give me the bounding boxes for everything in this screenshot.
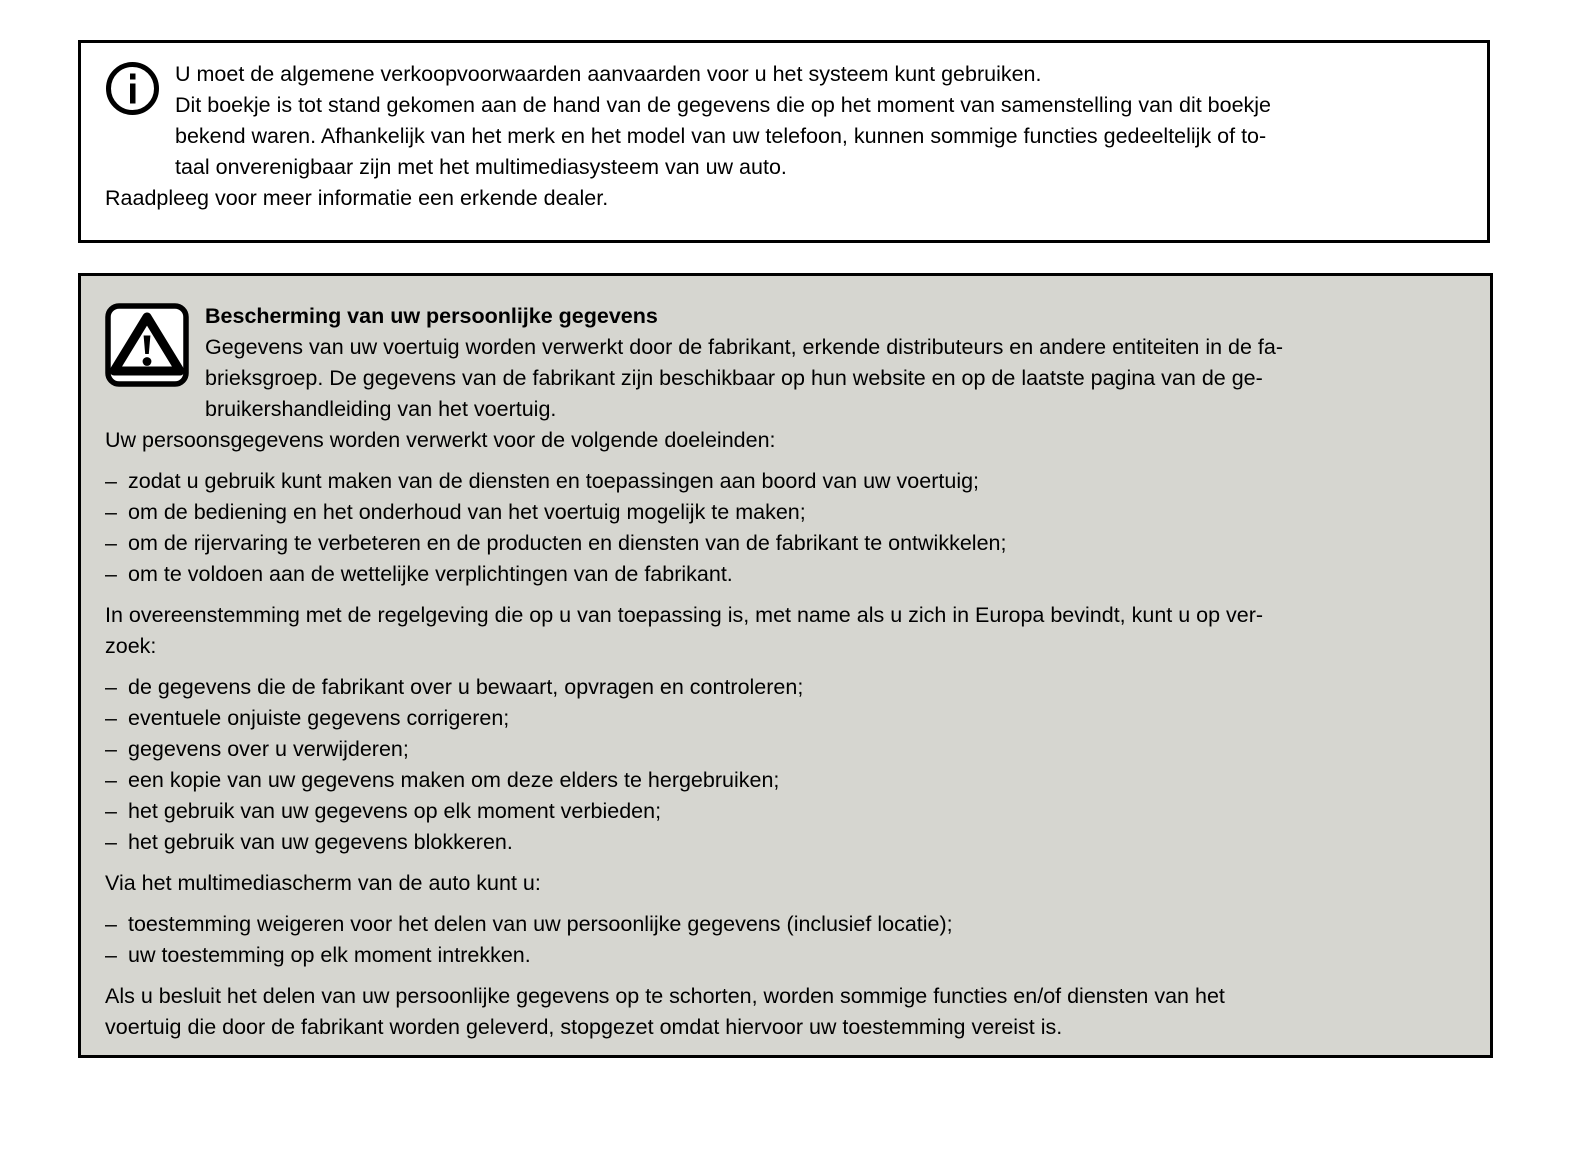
- rights-list: [105, 672, 1470, 858]
- info-text-line: taal onverenigbaar zijn met het multimediasysteem van uw auto.: [175, 155, 787, 179]
- list-item: [105, 559, 1470, 590]
- rights-intro: [105, 600, 1470, 662]
- list-item-text: om de rijervaring te verbeteren en de producten en diensten van de fabrikant te ontwikkelen;: [128, 531, 1007, 555]
- bullet-dash: –: [105, 830, 117, 854]
- list-item-text: om te voldoen aan de wettelijke verplichtingen van de fabrikant.: [128, 562, 733, 586]
- list-item: [105, 734, 1470, 765]
- purpose-list: [105, 466, 1470, 590]
- list-item-text: toestemming weigeren voor het delen van uw persoonlijke gegevens (inclusief locatie);: [128, 912, 953, 936]
- list-item-text: gegevens over u verwijderen;: [128, 737, 409, 761]
- list-item-text: een kopie van uw gegevens maken om deze elders te hergebruiken;: [128, 768, 780, 792]
- list-item: [105, 796, 1470, 827]
- bullet-dash: –: [105, 768, 117, 792]
- bullet-dash: –: [105, 675, 117, 699]
- list-item-text: de gegevens die de fabrikant over u bewaart, opvragen en controleren;: [128, 675, 804, 699]
- closing-paragraph: [105, 981, 1470, 1043]
- screen-intro: Via het multimediascherm van de auto kunt u:: [105, 871, 541, 895]
- bullet-dash: –: [105, 737, 117, 761]
- info-text-line: Raadpleeg voor meer informatie een erkende dealer.: [105, 186, 609, 210]
- info-text-line: U moet de algemene verkoopvoorwaarden aanvaarden voor u het systeem kunt gebruiken.: [175, 62, 1042, 86]
- list-item: [105, 703, 1470, 734]
- bullet-dash: –: [105, 799, 117, 823]
- list-item: [105, 528, 1470, 559]
- list-item: [105, 765, 1470, 796]
- list-item-text: uw toestemming op elk moment intrekken.: [128, 943, 531, 967]
- bullet-dash: –: [105, 706, 117, 730]
- bullet-dash: –: [105, 562, 117, 586]
- list-item: [105, 497, 1470, 528]
- bullet-dash: –: [105, 943, 117, 967]
- list-item-text: zodat u gebruik kunt maken van de diensten en toepassingen aan boord van uw voertuig;: [128, 469, 980, 493]
- screen-list: [105, 909, 1470, 971]
- info-text-line: bekend waren. Afhankelijk van het merk en het model van uw telefoon, kunnen sommige functies gedeeltelijk of to-: [175, 124, 1267, 148]
- warning-icon: [105, 301, 205, 425]
- list-item-text: om de bediening en het onderhoud van het voertuig mogelijk te maken;: [128, 500, 806, 524]
- privacy-intro-line: bruikershandleiding van het voertuig.: [205, 397, 557, 421]
- purpose-intro: Uw persoonsgegevens worden verwerkt voor de volgende doeleinden:: [105, 428, 776, 452]
- list-item: [105, 827, 1470, 858]
- list-item: [105, 672, 1470, 703]
- list-item: [105, 466, 1470, 497]
- bullet-dash: –: [105, 500, 117, 524]
- list-item-text: eventuele onjuiste gegevens corrigeren;: [128, 706, 510, 730]
- bullet-dash: –: [105, 469, 117, 493]
- info-text-line: Dit boekje is tot stand gekomen aan de hand van de gegevens die op het moment van samenstelling van dit boekje: [175, 93, 1272, 117]
- bullet-dash: –: [105, 531, 117, 555]
- list-item: [105, 909, 1470, 940]
- closing-line: Als u besluit het delen van uw persoonlijke gegevens op te schorten, worden sommige functies en/of diensten van het: [105, 984, 1225, 1008]
- rights-intro-line: In overeenstemming met de regelgeving die op u van toepassing is, met name als u zich in Europa bevindt, kunt u op ver-: [105, 603, 1264, 627]
- bullet-dash: –: [105, 912, 117, 936]
- closing-line: voertuig die door de fabrikant worden geleverd, stopgezet omdat hiervoor uw toestemming vereist is.: [105, 1015, 1063, 1039]
- info-notice-box: [78, 40, 1490, 243]
- list-item-text: het gebruik van uw gegevens blokkeren.: [128, 830, 513, 854]
- list-item: [105, 940, 1470, 971]
- info-icon: [105, 59, 175, 153]
- privacy-title: Bescherming van uw persoonlijke gegevens: [205, 304, 658, 328]
- rights-intro-line: zoek:: [105, 634, 157, 658]
- privacy-notice-box: [78, 273, 1493, 1058]
- privacy-intro-line: Gegevens van uw voertuig worden verwerkt door de fabrikant, erkende distributeurs en andere entiteiten in de fa-: [205, 335, 1284, 359]
- privacy-intro-line: brieksgroep. De gegevens van de fabrikant zijn beschikbaar op hun website en op de laatste pagina van de ge-: [205, 366, 1263, 390]
- list-item-text: het gebruik van uw gegevens op elk moment verbieden;: [128, 799, 662, 823]
